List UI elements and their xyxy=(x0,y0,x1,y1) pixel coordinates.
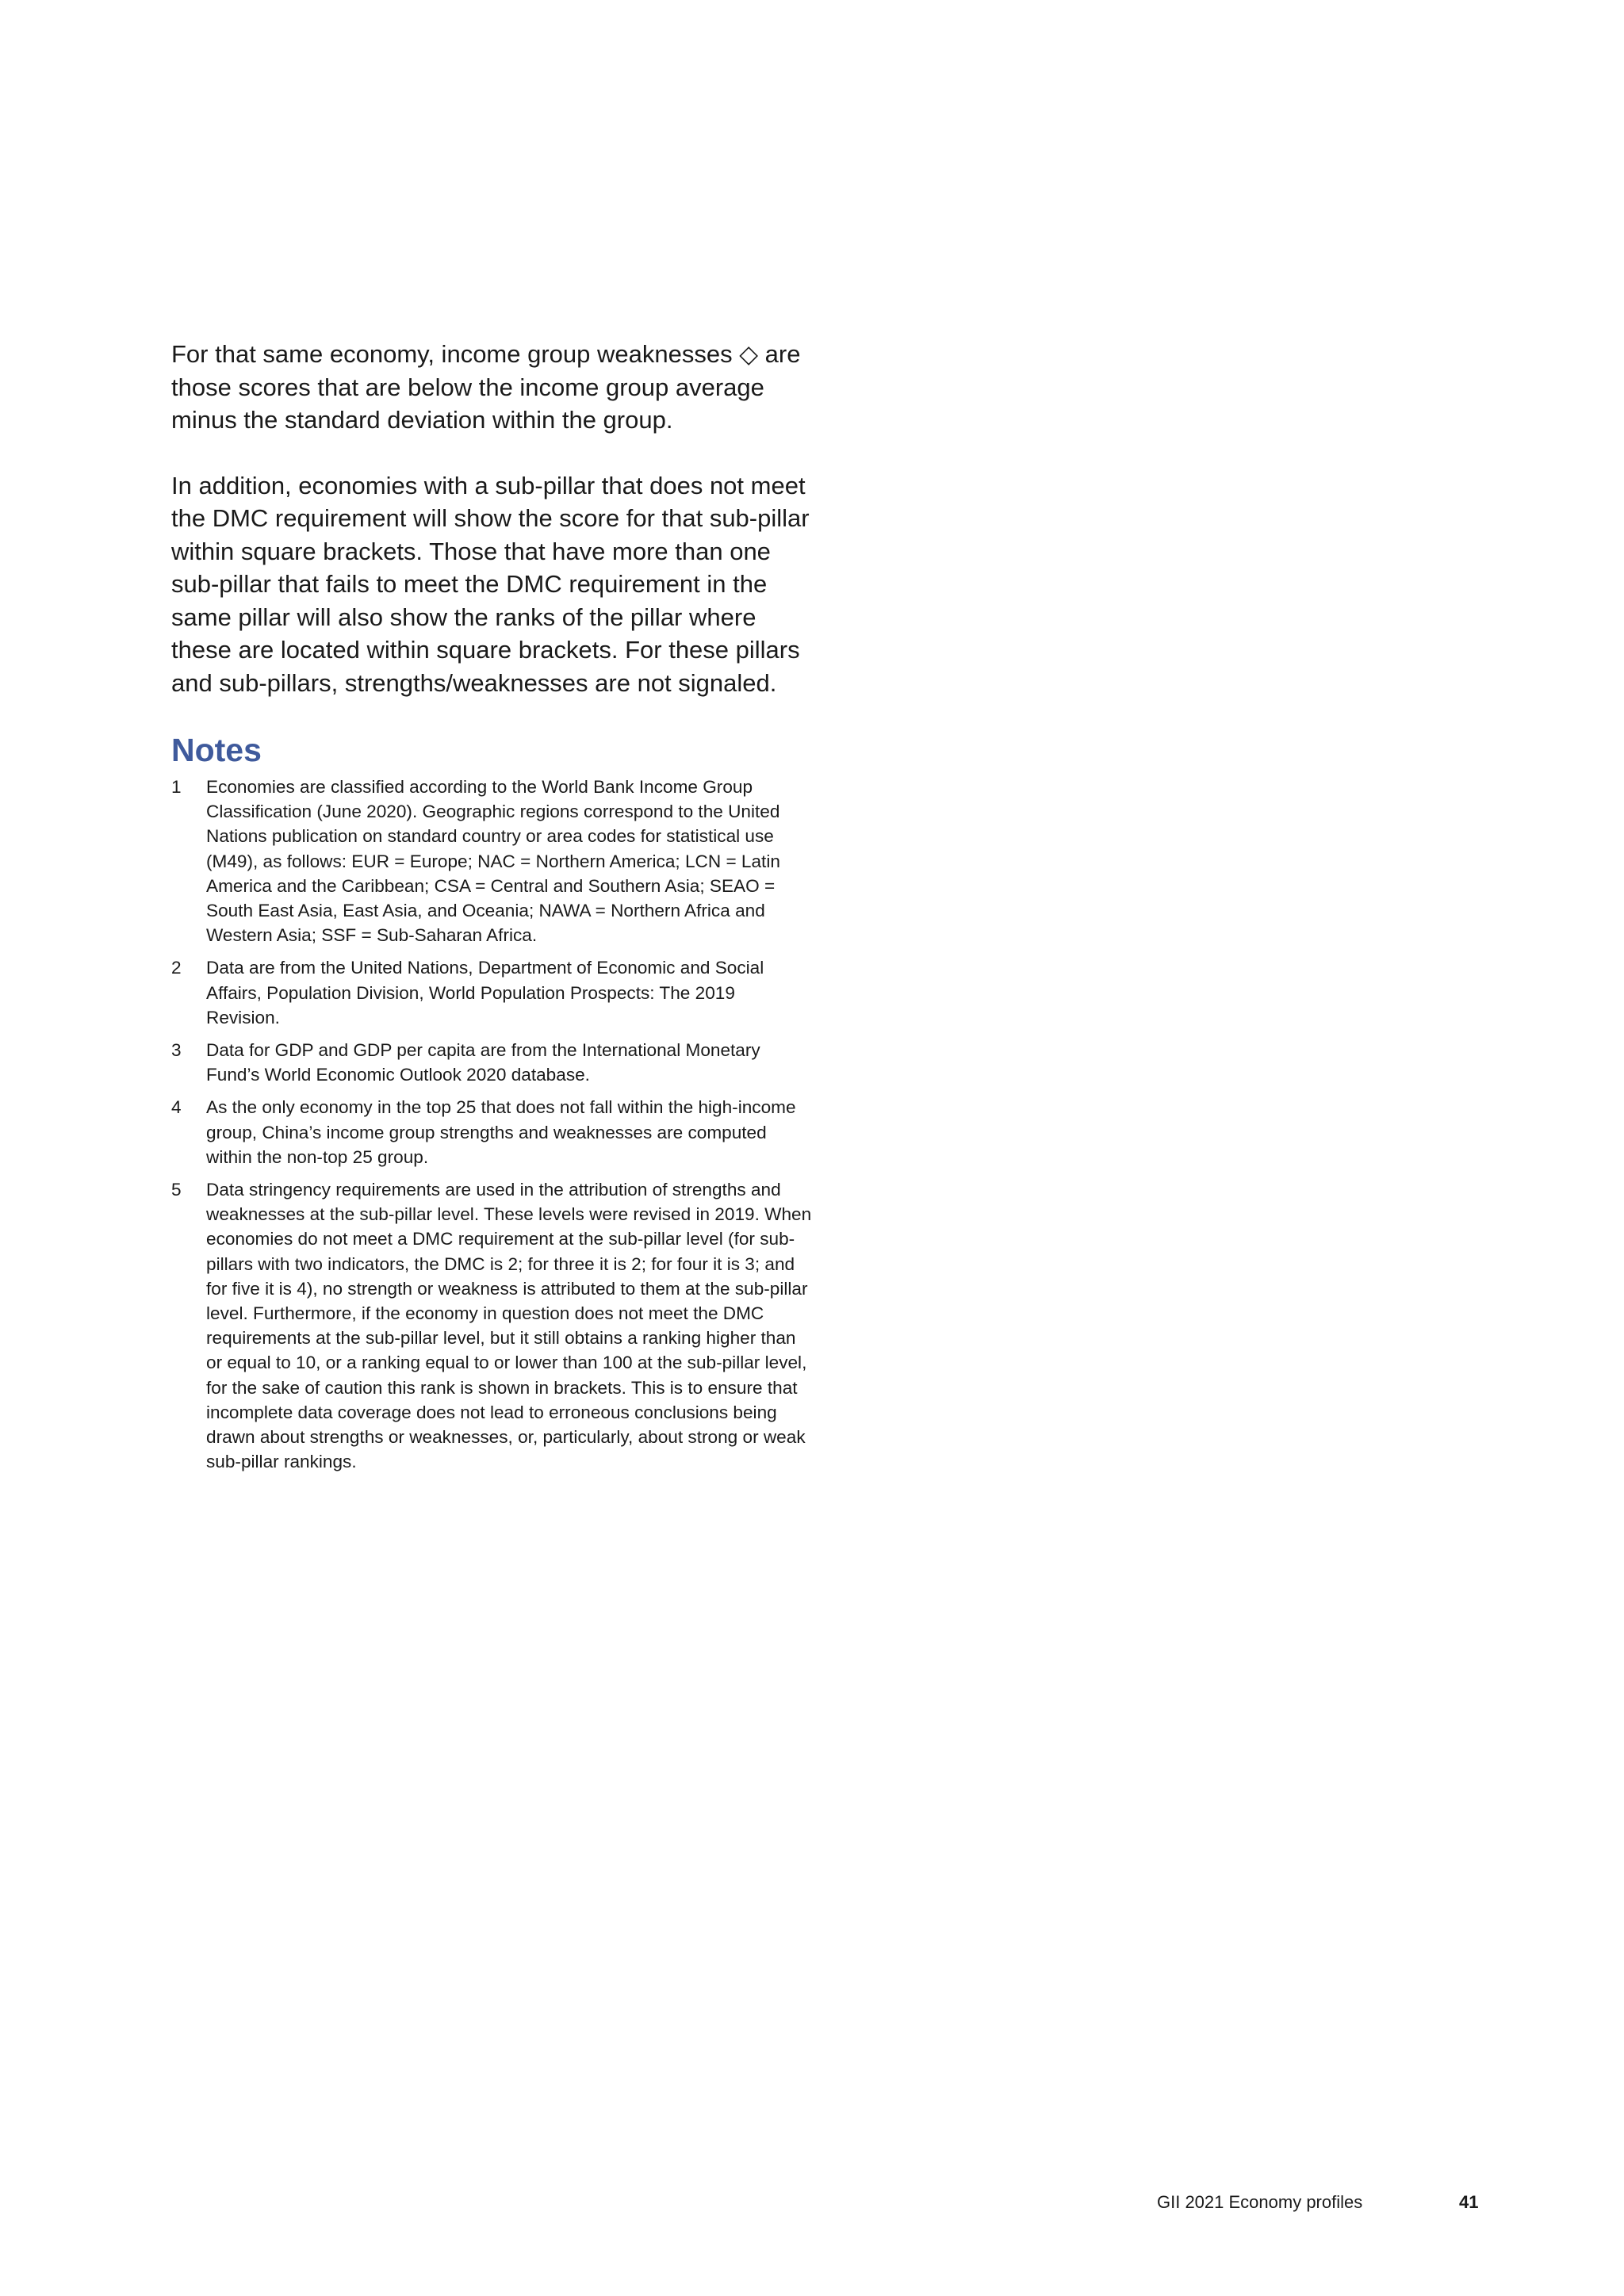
note-number: 1 xyxy=(171,777,182,797)
footer-publication-title: GII 2021 Economy profiles xyxy=(1157,2192,1363,2212)
note-3 xyxy=(171,1038,812,1087)
note-text: Data for GDP and GDP per capita are from the International Monetary Fund’s World Economic Outlook 2020 database. xyxy=(206,1040,760,1085)
note-text: Data stringency requirements are used in the attribution of strengths and weaknesses at the sub-pillar level. These levels were revised in 2019. When economies do not meet a DMC requirement at the sub-pillar level (for sub-pillars with two indicators, the DMC is 2; for three it is 2; for four it is 3; and for five it is 4), no strength or weakness is attributed to them at the sub-pillar level. Furthermore, if the economy in question does not meet the DMC requirements at the sub-pillar level, but it still obtains a ranking higher than or equal to 10, or a ranking equal to or lower than 100 at the sub-pillar level, for the sake of caution this rank is shown in brackets. This is to ensure that incomplete data coverage does not lead to erroneous conclusions being drawn about strengths or weaknesses, or, particularly, about strong or weak sub-pillar rankings. xyxy=(206,1180,812,1472)
note-4 xyxy=(171,1095,812,1169)
body-paragraph-dmc: In addition, economies with a sub-pillar that does not meet the DMC requirement will show the score for that sub-pillar within square brackets. Those that have more than one sub-pillar that fails to meet the DMC requirement in the same pillar will also show the ranks of the pillar where these are located within square brackets. For these pillars and sub-pillars, strengths/weaknesses are not signaled. xyxy=(171,471,810,697)
note-number: 4 xyxy=(171,1097,182,1118)
notes-heading: Notes xyxy=(171,732,262,768)
note-text: Economies are classified according to the World Bank Income Group Classification (June 2020). Geographic regions correspond to the United Nations publication on standard country or area codes for statistical use (M49), as follows: EUR = Europe; NAC = Northern America; LCN = Latin America and the Caribbean; CSA = Central and Southern Asia; SEAO = South East Asia, East Asia, and Oceania; NAWA = Northern Africa and Western Asia; SSF = Sub-Saharan Africa. xyxy=(206,777,780,946)
body-paragraph-weaknesses: For that same economy, income group weaknesses ◇ are those scores that are below the income group average minus the standard deviation within the group. xyxy=(171,340,801,434)
note-2 xyxy=(171,955,812,1030)
note-number: 5 xyxy=(171,1180,182,1200)
note-1 xyxy=(171,775,812,947)
note-text: Data are from the United Nations, Department of Economic and Social Affairs, Population Division, World Population Prospects: The 2019 Revision. xyxy=(206,958,764,1027)
note-text: As the only economy in the top 25 that does not fall within the high-income group, China’s income group strengths and weaknesses are computed within the non-top 25 group. xyxy=(206,1097,796,1167)
main-column xyxy=(171,338,812,1482)
note-number: 2 xyxy=(171,958,182,978)
note-number: 3 xyxy=(171,1040,182,1061)
page-number: 41 xyxy=(1459,2192,1479,2212)
notes-list xyxy=(171,775,812,1474)
note-5 xyxy=(171,1177,812,1474)
